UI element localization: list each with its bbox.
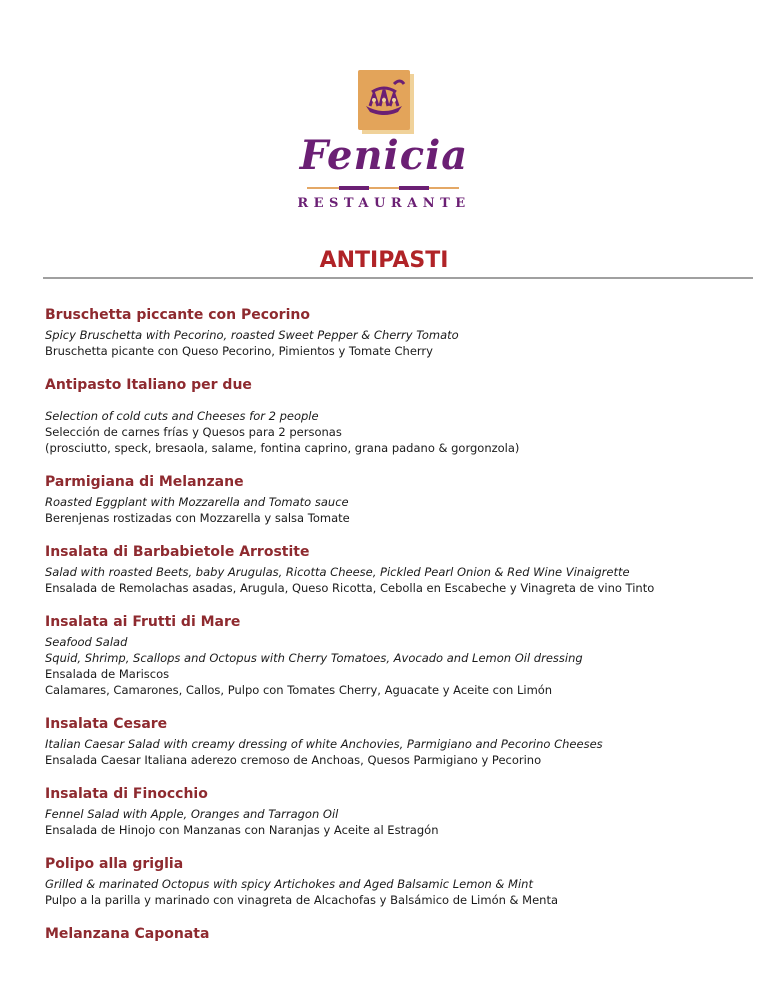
menu-item-description-en: Italian Caesar Salad with creamy dressing of white Anchovies, Parmigiano and Pecorino Cheeses: [45, 737, 603, 751]
menu-item: [45, 715, 755, 768]
menu-item-name: Melanzana Caponata: [45, 926, 210, 942]
menu-item: [45, 306, 755, 359]
menu-item-name: Insalata di Barbabietole Arrostite: [45, 544, 310, 560]
menu-item: [45, 785, 755, 838]
menu-item-description-en: Grilled & marinated Octopus with spicy Artichokes and Aged Balsamic Lemon & Mint: [45, 877, 533, 891]
menu-item-name: Insalata di Finocchio: [45, 786, 208, 802]
menu-item-name: Antipasto Italiano per due: [45, 377, 252, 393]
menu-item-description-en: Spicy Bruschetta with Pecorino, roasted Sweet Pepper & Cherry Tomato: [45, 328, 459, 342]
section-title: ANTIPASTI: [319, 248, 449, 273]
menu-item-description-es: Selección de carnes frías y Quesos para 2 personas: [45, 425, 342, 439]
brand-name: Fenicia: [299, 132, 469, 179]
restaurant-logo: [0, 70, 768, 220]
menu-item: [45, 473, 755, 526]
menu-item: [45, 925, 755, 943]
menu-item: [45, 613, 755, 698]
menu-item: [45, 855, 755, 908]
menu-item-description-es: Berenjenas rostizadas con Mozzarella y salsa Tomate: [45, 511, 350, 525]
menu-item-description-es: Ensalada Caesar Italiana aderezo cremoso de Anchoas, Quesos Parmigiano y Pecorino: [45, 753, 542, 767]
menu-item-description-en: Selection of cold cuts and Cheeses for 2 people: [45, 409, 319, 423]
menu-item-description-en: Fennel Salad with Apple, Oranges and Tarragon Oil: [45, 807, 339, 821]
menu-item-name: Insalata Cesare: [45, 716, 168, 732]
menu-item-description-en: Roasted Eggplant with Mozzarella and Tomato sauce: [45, 495, 349, 509]
menu-item: [45, 543, 755, 596]
menu-item-description-es: (prosciutto, speck, bresaola, salame, fontina caprino, grana padano & gorgonzola): [45, 441, 520, 455]
section-divider: [43, 277, 753, 279]
ship-emblem-icon: [358, 70, 410, 130]
menu-item-description-es: Ensalada de Remolachas asadas, Arugula, Queso Ricotta, Cebolla en Escabeche y Vinagreta de vino Tinto: [45, 581, 655, 595]
menu-item-description-es: Ensalada de Mariscos: [45, 667, 170, 681]
menu-item-description-en: Seafood Salad: [45, 635, 128, 649]
menu-item-description-es: Calamares, Camarones, Callos, Pulpo con Tomates Cherry, Aguacate y Aceite con Limón: [45, 683, 553, 697]
brand-divider: [307, 187, 459, 189]
menu-item-name: Polipo alla griglia: [45, 856, 184, 872]
menu-item-description-es: Pulpo a la parilla y marinado con vinagreta de Alcachofas y Balsámico de Limón & Menta: [45, 893, 559, 907]
menu-item-description-en: Salad with roasted Beets, baby Arugulas, Ricotta Cheese, Pickled Pearl Onion & Red Wine Vinaigrette: [45, 565, 630, 579]
menu-item-description-en: Squid, Shrimp, Scallops and Octopus with Cherry Tomatoes, Avocado and Lemon Oil dressing: [45, 651, 583, 665]
menu-item: [45, 376, 755, 456]
menu-item-name: Parmigiana di Melanzane: [45, 474, 244, 490]
menu-item-name: Bruschetta piccante con Pecorino: [45, 307, 310, 323]
menu-item-description-es: Ensalada de Hinojo con Manzanas con Naranjas y Aceite al Estragón: [45, 823, 439, 837]
menu-item-description-es: Bruschetta picante con Queso Pecorino, Pimientos y Tomate Cherry: [45, 344, 433, 358]
menu-list: [45, 306, 755, 960]
menu-item-name: Insalata ai Frutti di Mare: [45, 614, 241, 630]
brand-subtitle: RESTAURANTE: [297, 196, 471, 211]
